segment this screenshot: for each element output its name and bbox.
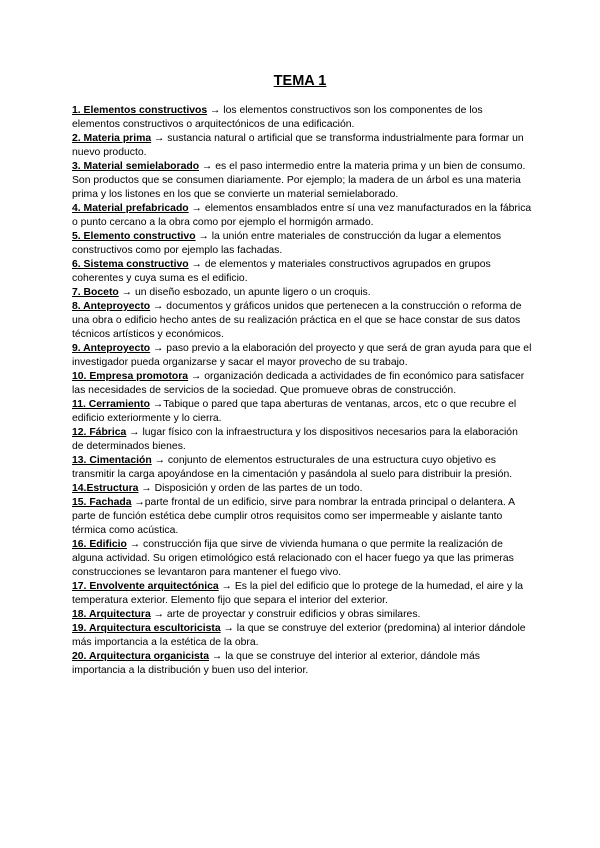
definition-item <box>72 398 532 426</box>
definition-text: → un diseño esbozado, un apunte ligero o un croquis. <box>118 287 371 298</box>
definition-text: → Es la piel del edificio que lo protege de la humedad, el aire y la temperatura exterior. Elemento fijo que separa el interior del exterior. <box>72 581 524 606</box>
definition-item <box>72 342 532 370</box>
definition-text: → la que se construye del interior al exterior, dándole más importancia a la distribución y buen uso del interior. <box>72 651 480 676</box>
definition-term: 3. Material semielaborado <box>72 161 200 172</box>
definition-item <box>72 300 532 342</box>
definition-term: 18. Arquitectura <box>72 609 151 620</box>
definition-item <box>72 230 532 258</box>
definition-term: 16. Edificio <box>72 539 127 550</box>
definition-text: → construcción fija que sirve de vivienda humana o que permite la realización de alguna actividad. Su origen etimológico está relacionado con el hacer fuego ya que las primeras construcciones se levantaron para mantener el fuego vivo. <box>72 539 514 578</box>
definition-term: 15. Fachada <box>72 497 132 508</box>
definition-term: 6. Sistema constructivo <box>72 259 189 270</box>
definition-item <box>72 482 532 496</box>
definition-item <box>72 538 532 580</box>
definition-text: → paso previo a la elaboración del proyecto y que será de gran ayuda para que el investigador pueda organizarse y sacar el mayor provecho de su trabajo. <box>72 343 532 368</box>
definition-item <box>72 608 532 622</box>
definition-text: → conjunto de elementos estructurales de una estructura cuyo objetivo es transmitir la carga apoyándose en la cimentación y pasándola al suelo para distribuir la presión. <box>72 455 513 480</box>
definition-text: →parte frontal de un edificio, sirve para nombrar la entrada principal o delantera. A parte de función estética debe cumplir otros requisitos como ser impermeable y aislante tanto térmica como acústica. <box>72 497 515 536</box>
definition-term: 19. Arquitectura escultoricista <box>72 623 221 634</box>
definition-term: 9. Anteproyecto <box>72 343 151 354</box>
definition-item <box>72 580 532 608</box>
definition-item <box>72 622 532 650</box>
definition-term: 13. Cimentación <box>72 455 152 466</box>
definition-text: → sustancia natural o artificial que se transforma industrialmente para formar un nuevo producto. <box>72 133 524 158</box>
definition-item <box>72 286 532 300</box>
definition-term: 1. Elementos constructivos <box>72 105 208 116</box>
definition-text: → Disposición y orden de las partes de un todo. <box>138 483 363 494</box>
definition-text: → de elementos y materiales constructivos agrupados en grupos coherentes y cuya suma es el edificio. <box>72 259 491 284</box>
definition-term: 7. Boceto <box>72 287 119 298</box>
definition-item <box>72 202 532 230</box>
definition-text: →Tabique o pared que tapa aberturas de ventanas, arcos, etc o que recubre el edificio exteriormente y lo cierra. <box>72 399 517 424</box>
definition-term: 4. Material prefabricado <box>72 203 189 214</box>
definition-item <box>72 160 532 202</box>
definition-term: 17. Envolvente arquitectónica <box>72 581 219 592</box>
definition-text: → arte de proyectar y construir edificios y obras similares. <box>150 609 421 620</box>
definition-term: 11. Cerramiento <box>72 399 150 410</box>
definition-text: → los elementos constructivos son los componentes de los elementos constructivos o arquitectónicos de una edificación. <box>72 105 483 130</box>
definition-term: 8. Anteproyecto <box>72 301 151 312</box>
definition-text: → la que se construye del exterior (predomina) al interior dándole más importancia a la estética de la obra. <box>72 623 526 648</box>
definition-term: 12. Fábrica <box>72 427 127 438</box>
definition-term: 14.Estructura <box>72 483 139 494</box>
definition-item <box>72 426 532 454</box>
definition-item <box>72 104 532 132</box>
definition-item <box>72 132 532 160</box>
definition-list <box>72 104 532 678</box>
definition-item <box>72 454 532 482</box>
definition-text: → documentos y gráficos unidos que pertenecen a la construcción o reforma de una obra o edificio hecho antes de su realización práctica en el que se hace constar de sus datos técnicos artísticos y económicos. <box>72 301 522 340</box>
definition-item <box>72 258 532 286</box>
definition-term: 5. Elemento constructivo <box>72 231 196 242</box>
page-title: TEMA 1 <box>273 73 327 89</box>
definition-text: → la unión entre materiales de construcción da lugar a elementos constructivos como por ejemplo las fachadas. <box>72 231 502 256</box>
definition-text: → elementos ensamblados entre sí una vez manufacturados en la fábrica o punto cercano a la obra como por ejemplo el hormigón armado. <box>72 203 532 228</box>
definition-term: 10. Empresa promotora <box>72 371 189 382</box>
definition-item <box>72 650 532 678</box>
definition-item <box>72 496 532 538</box>
definition-text: → es el paso intermedio entre la materia prima y un bien de consumo. Son productos que se consumen diariamente. Por ejemplo; la madera de un árbol es una materia prima y los listones en los que se convierte un material semielaborado. <box>72 161 526 200</box>
definition-term: 2. Materia prima <box>72 133 152 144</box>
definition-term: 20. Arquitectura organicista <box>72 651 210 662</box>
definition-item <box>72 370 532 398</box>
definition-text: → lugar físico con la infraestructura y los dispositivos necesarios para la elaboración de determinados bienes. <box>72 427 518 452</box>
definition-text: → organización dedicada a actividades de fin económico para satisfacer las necesidades de servicios de la sociedad. Que promueve obras de construcción. <box>72 371 525 396</box>
